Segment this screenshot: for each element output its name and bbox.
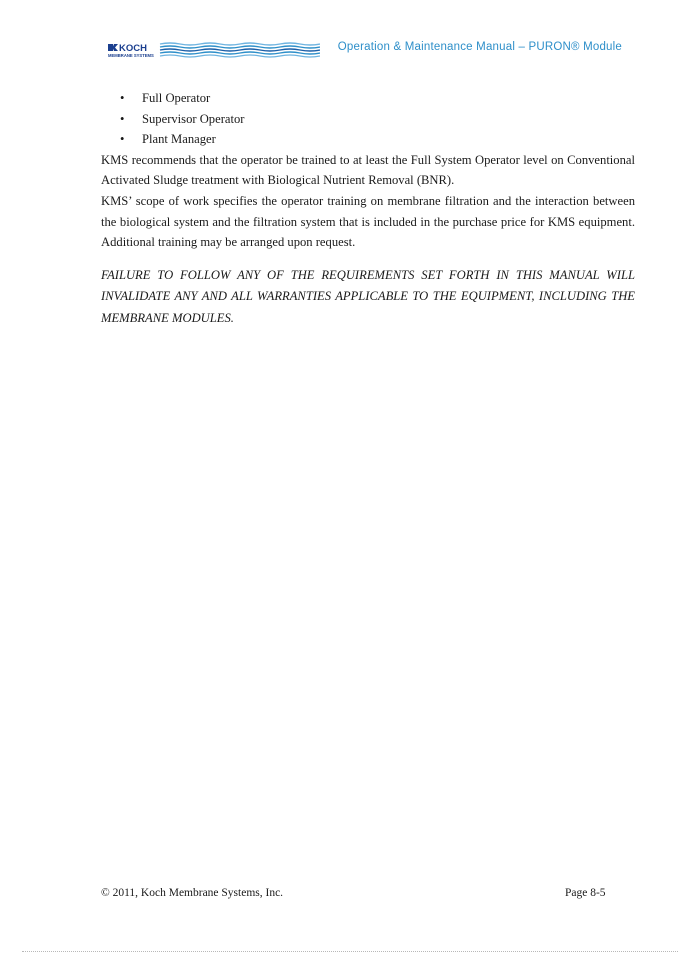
operator-level-list	[101, 88, 635, 150]
list-item	[101, 88, 635, 109]
bullet-icon: •	[120, 111, 125, 126]
warranty-warning: FAILURE TO FOLLOW ANY OF THE REQUIREMENTS SET FORTH IN THIS MANUAL WILL INVALIDATE ANY AND ALL WARRANTIES APPLICABLE TO THE EQUIPMENT, INCLUDING THE MEMBRANE MODULES.	[101, 267, 635, 325]
scope-of-work-paragraph: KMS’ scope of work specifies the operator training on membrane filtration and the interaction between the biological system and the filtration system that is included in the purchase price for KMS equipment. Additional training may be arranged upon request.	[101, 193, 635, 250]
header-title: Operation & Maintenance Manual – PURON® Module	[337, 41, 622, 53]
list-item-text: Full Operator	[142, 91, 211, 105]
list-item-text: Supervisor Operator	[142, 111, 245, 126]
page-header	[108, 38, 628, 60]
document-body	[101, 88, 635, 329]
footer-copyright: © 2011, Koch Membrane Systems, Inc.	[101, 887, 284, 899]
logo-subtext: MEMBRANE SYSTEMS	[108, 53, 154, 58]
bullet-icon: •	[120, 132, 125, 147]
bullet-icon: •	[120, 91, 125, 105]
koch-membrane-systems-logo	[108, 40, 320, 58]
list-item	[101, 129, 635, 150]
page-bottom-divider	[22, 951, 678, 952]
footer-page-number: Page 8-5	[565, 887, 606, 899]
logo-text: KOCH	[119, 43, 147, 54]
training-recommendation-paragraph: KMS recommends that the operator be trained to at least the Full System Operator level on Conventional Activated Sludge treatment with Biological Nutrient Removal (BNR).	[101, 152, 635, 188]
list-item-text: Plant Manager	[142, 132, 216, 147]
list-item	[101, 109, 635, 130]
